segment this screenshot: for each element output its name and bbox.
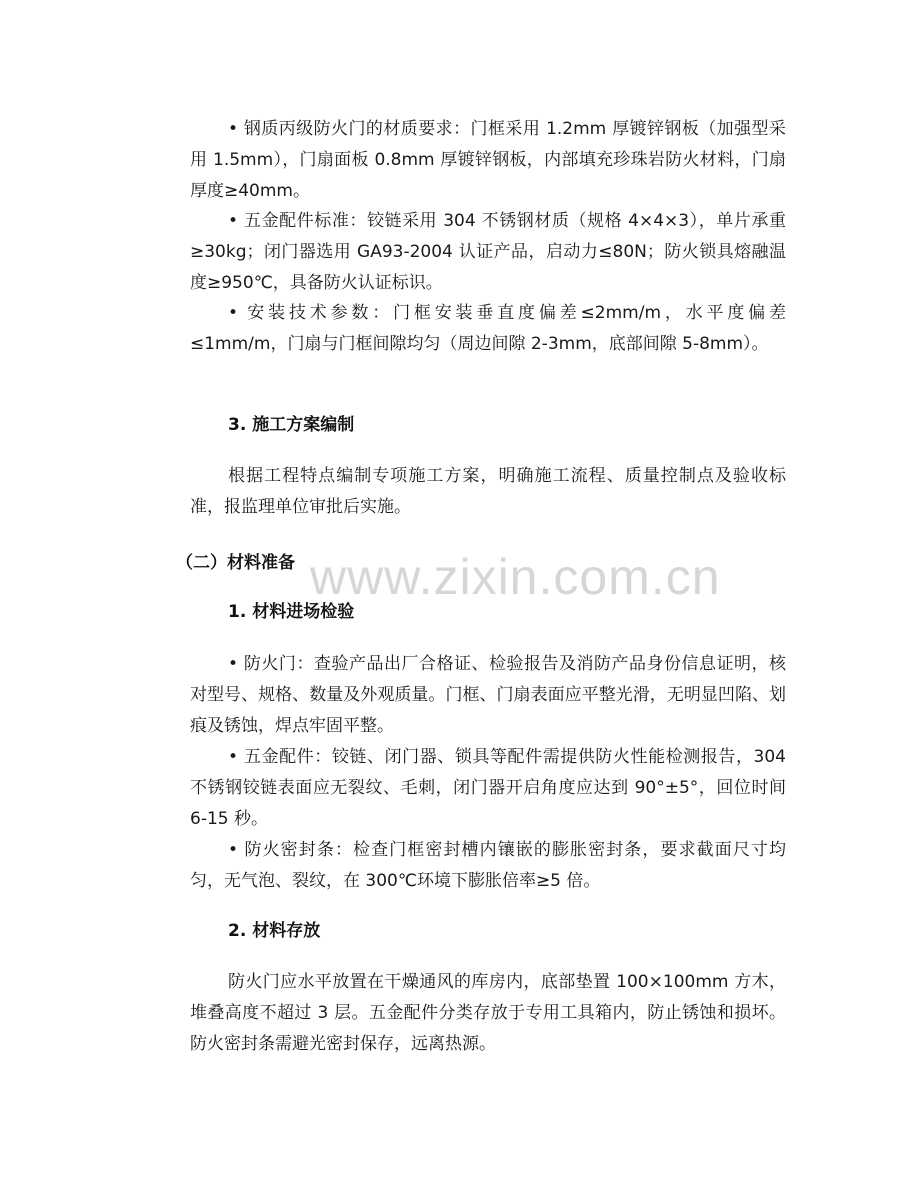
bullet-hardware-inspection: • 五金配件：铰链、闭门器、锁具等配件需提供防火性能检测报告，304 不锈钢铰链表面应无裂纹、毛刺，闭门器开启角度应达到 90°±5°，回位时间 6-15 秒。 xyxy=(190,747,786,829)
bullet-seal-strip-inspection: • 防火密封条：检查门框密封槽内镶嵌的膨胀密封条，要求截面尺寸均匀，无气泡、裂纹，在 300℃环境下膨胀倍率≥5 倍。 xyxy=(190,840,786,891)
heading-construction-plan: 3. 施工方案编制 xyxy=(228,415,355,435)
watermark: www.zixin.com.cn xyxy=(310,549,721,605)
heading-material-storage: 2. 材料存放 xyxy=(228,921,321,941)
bullet-fire-door-inspection: • 防火门：查验产品出厂合格证、检验报告及消防产品身份信息证明，核对型号、规格、数量及外观质量。门框、门扇表面应平整光滑，无明显凹陷、划痕及锈蚀，焊点牢固平整。 xyxy=(190,654,786,736)
bullet-hardware-standard: • 五金配件标准：铰链采用 304 不锈钢材质（规格 4×4×3），单片承重≥30kg；闭门器选用 GA93-2004 认证产品，启动力≤80N；防火锁具熔融温度≥950℃，具备防火认证标识。 xyxy=(190,211,786,293)
heading-material-inspection: 1. 材料进场检验 xyxy=(228,602,355,622)
bullet-installation-params: • 安装技术参数：门框安装垂直度偏差≤2mm/m，水平度偏差≤1mm/m，门扇与门框间隙均匀（周边间隙 2-3mm，底部间隙 5-8mm）。 xyxy=(190,303,786,354)
paragraph-material-storage: 防火门应水平放置在干燥通风的库房内，底部垫置 100×100mm 方木，堆叠高度不超过 3 层。五金配件分类存放于专用工具箱内，防止锈蚀和损坏。防火密封条需避光密封保存，远离热源。 xyxy=(190,972,786,1054)
bullet-steel-door-material: • 钢质丙级防火门的材质要求：门框采用 1.2mm 厚镀锌钢板（加强型采用 1.5mm），门扇面板 0.8mm 厚镀锌钢板，内部填充珍珠岩防火材料，门扇厚度≥40mm。 xyxy=(190,119,786,201)
heading-material-preparation: （二）材料准备 xyxy=(176,553,295,573)
paragraph-construction-plan: 根据工程特点编制专项施工方案，明确施工流程、质量控制点及验收标准，报监理单位审批后实施。 xyxy=(190,466,786,517)
